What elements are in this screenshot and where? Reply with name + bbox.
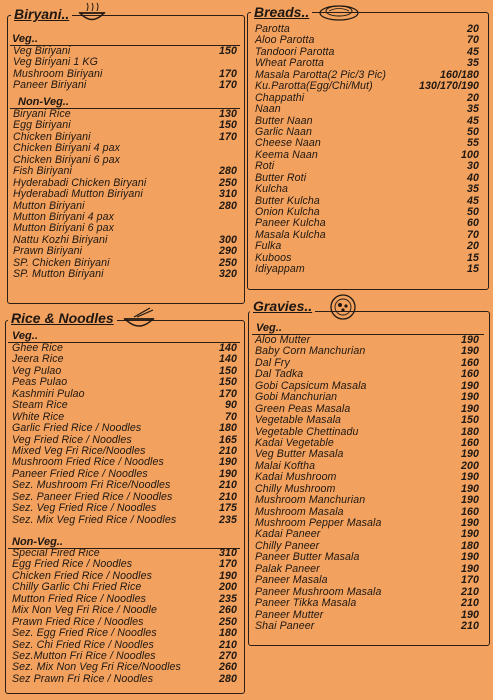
menu-item [255, 230, 479, 241]
menu-item-price: 150 [461, 414, 479, 427]
menu-item-name: Masala Kulcha [255, 228, 326, 241]
breads-title: Breads.. [251, 4, 312, 20]
menu-item-name: Chicken Biriyani 6 pax [13, 153, 121, 166]
menu-item-price: 210 [219, 444, 237, 457]
gravies-list [255, 335, 479, 632]
menu-item-name: Mushroom Fried Rice / Noodles [12, 456, 164, 469]
menu-item-name: Prawn Fried Rice / Noodles [12, 615, 144, 628]
menu-item-name: Hyderabadi Chicken Biryani [13, 176, 147, 189]
menu-item [13, 166, 237, 177]
menu-item-price: 180 [461, 425, 479, 438]
menu-item-price: 190 [219, 456, 237, 469]
menu-item-price: 90 [225, 399, 237, 412]
menu-item-price: 150 [219, 364, 237, 377]
menu-item [13, 269, 237, 280]
rice-nonveg-list [12, 548, 237, 685]
menu-item-price: 20 [467, 91, 479, 104]
gravies-title: Gravies.. [250, 298, 315, 314]
menu-item-price: 160 [461, 356, 479, 369]
menu-item-price: 170 [219, 79, 237, 92]
menu-item-name: Mushroom Masala [255, 505, 344, 518]
menu-item-name: SP. Chicken Biriyani [13, 256, 110, 269]
menu-item-name: Shai Paneer [255, 619, 315, 632]
gravy-bowl-icon [328, 294, 358, 320]
menu-item-price: 40 [467, 171, 479, 184]
menu-item-name: Kulcha [255, 183, 288, 196]
menu-item [255, 598, 479, 609]
menu-item [12, 605, 237, 616]
menu-item-name: White Rice [12, 410, 65, 423]
menu-item-price: 130 [219, 108, 237, 120]
biryani-title: Biryani.. [11, 6, 72, 22]
menu-item-price: 45 [467, 114, 479, 127]
menu-item-name: Mushroom Manchurian [255, 494, 366, 507]
menu-item-name: Garlic Naan [255, 125, 313, 138]
menu-item-name: Sez. Paneer Fried Rice / Noodles [12, 490, 173, 503]
menu-item-name: Veg Butter Masala [255, 448, 344, 461]
menu-item-price: 15 [467, 263, 479, 276]
menu-item-name: Butter Roti [255, 171, 307, 184]
menu-item-name: Chicken Biriyani 4 pax [13, 142, 121, 155]
menu-item-name: Prawn Biriyani [13, 245, 83, 258]
biryani-nonveg-label: Non-Veg.. [18, 96, 69, 108]
menu-item-name: Onion Kulcha [255, 206, 320, 218]
menu-item-name: Sez Prawn Fri Rice / Noodles [12, 672, 154, 685]
menu-item-price: 280 [219, 165, 237, 178]
menu-item-name: Dal Tadka [255, 368, 304, 381]
menu-item-price: 170 [461, 574, 479, 587]
menu-item-price: 250 [219, 256, 237, 269]
menu-item-name: Sez. Egg Fried Rice / Noodles [12, 627, 157, 640]
menu-item [12, 480, 237, 491]
menu-item [255, 184, 479, 195]
menu-item-name: Chilly Mushroom [255, 482, 336, 495]
menu-item-price: 60 [467, 217, 479, 230]
menu-item-name: Vegetable Masala [255, 414, 342, 427]
menu-item [255, 104, 479, 115]
menu-item-name: Mutton Fried Rice / Noodles [12, 592, 146, 605]
menu-item-name: Mix Non Veg Fri Rice / Noodle [12, 604, 157, 617]
menu-item [255, 472, 479, 483]
menu-item-price: 270 [219, 649, 237, 662]
menu-item-price: 160 [461, 436, 479, 449]
menu-item-name: Gobi Capsicum Masala [255, 379, 367, 392]
menu-item-price: 190 [461, 562, 479, 575]
menu-item-price: 190 [461, 608, 479, 621]
menu-item-price: 190 [219, 467, 237, 480]
menu-item-name: Peas Pulao [12, 376, 68, 389]
menu-item-price: 190 [461, 391, 479, 404]
menu-item-price: 150 [219, 119, 237, 132]
menu-item-name: Parotta [255, 23, 290, 35]
menu-item-price: 190 [461, 334, 479, 346]
menu-item [12, 503, 237, 514]
menu-item-name: Dal Fry [255, 356, 290, 369]
menu-item-price: 190 [461, 551, 479, 564]
menu-item-name: Veg Fried Rice / Noodles [12, 433, 132, 446]
menu-item-price: 20 [467, 240, 479, 253]
menu-item-name: Special Fired Rice [12, 547, 100, 559]
menu-item-price: 150 [219, 376, 237, 389]
menu-item [255, 621, 479, 632]
menu-item [255, 81, 479, 92]
gravies-veg-label: Veg.. [256, 322, 282, 334]
menu-item-name: SP. Mutton Biriyani [13, 268, 104, 281]
noodle-bowl-icon [122, 307, 156, 331]
menu-item-name: Fulka [255, 240, 282, 253]
menu-item-name: Fish Biriyani [13, 165, 72, 178]
menu-item-price: 210 [219, 638, 237, 651]
menu-item-name: Malai Koftha [255, 459, 316, 472]
menu-item-name: Nattu Kozhi Biriyani [13, 233, 108, 246]
menu-item-name: Chilly Garlic Chi Fried Rice [12, 581, 142, 594]
menu-item-price: 210 [461, 597, 479, 610]
menu-item [255, 264, 479, 275]
menu-item-price: 235 [219, 592, 237, 605]
menu-item-price: 280 [219, 672, 237, 685]
menu-item-name: Sez. Veg Fried Rice / Noodles [12, 502, 157, 515]
menu-item [12, 423, 237, 434]
menu-item-price: 50 [467, 125, 479, 138]
menu-item [255, 173, 479, 184]
menu-item [12, 628, 237, 639]
menu-item-name: Tandoori Parotta [255, 45, 335, 58]
menu-item [255, 495, 479, 506]
menu-item-price: 70 [225, 410, 237, 423]
biryani-bowl-icon [77, 2, 107, 24]
menu-item-price: 160 [461, 368, 479, 381]
menu-item-price: 310 [219, 188, 237, 201]
menu-item-name: Sez. Mix Non Veg Fri Rice/Noodles [12, 661, 181, 674]
menu-item-price: 170 [219, 130, 237, 143]
menu-item-price: 260 [219, 661, 237, 674]
menu-item-price: 190 [461, 448, 479, 461]
menu-item-price: 70 [467, 228, 479, 241]
menu-item-price: 190 [461, 402, 479, 415]
menu-item-price: 190 [461, 482, 479, 495]
breads-list [255, 24, 479, 276]
menu-item [12, 674, 237, 685]
menu-item-price: 30 [467, 160, 479, 173]
menu-item-price: 35 [467, 103, 479, 116]
menu-item-name: Wheat Parotta [255, 57, 325, 70]
menu-item-name: Kadai Mushroom [255, 471, 337, 484]
menu-item-name: Green Peas Masala [255, 402, 351, 415]
menu-item [12, 515, 237, 526]
menu-item [255, 150, 479, 161]
menu-item-name: Aloo Parotta [255, 34, 315, 47]
menu-item-price: 170 [219, 558, 237, 571]
menu-item [255, 392, 479, 403]
bread-plate-icon [318, 0, 360, 22]
menu-item-price: 170 [219, 67, 237, 80]
menu-item-price: 180 [219, 422, 237, 435]
menu-item-name: Egg Biriyani [13, 119, 71, 132]
menu-item-price: 260 [219, 604, 237, 617]
menu-item-name: Kuboos [255, 251, 292, 264]
menu-item-name: Chilly Paneer [255, 539, 320, 552]
menu-item-name: Baby Corn Manchurian [255, 345, 366, 358]
menu-item-price: 190 [461, 379, 479, 392]
menu-item-name: Ku.Parotta(Egg/Chi/Mut) [255, 80, 373, 93]
menu-item-name: Jeera Rice [12, 353, 64, 366]
menu-item-price: 35 [467, 57, 479, 70]
menu-item-name: Paneer Biriyani [13, 79, 87, 92]
rice-veg-label: Veg.. [12, 330, 38, 342]
menu-item [255, 415, 479, 426]
menu-item-name: Mutton Biriyani 6 pax [13, 222, 115, 235]
menu-item-price: 210 [219, 490, 237, 503]
menu-item-price: 290 [219, 245, 237, 258]
menu-item-name: Paneer Kulcha [255, 217, 326, 230]
menu-item-name: Palak Paneer [255, 562, 320, 575]
menu-item-price: 300 [219, 233, 237, 246]
menu-item-price: 130/170/190 [418, 80, 479, 93]
menu-item-name: Paneer Masala [255, 574, 328, 587]
menu-item-name: Kadai Paneer [255, 528, 321, 541]
menu-item-price: 180 [461, 539, 479, 552]
menu-item-price: 200 [219, 581, 237, 594]
menu-item [255, 575, 479, 586]
menu-item-price: 50 [467, 206, 479, 218]
menu-item-price: 140 [219, 342, 237, 354]
menu-item-price: 190 [219, 569, 237, 582]
menu-item-name: Mushroom Pepper Masala [255, 517, 382, 529]
menu-item-name: Mushroom Biriyani [13, 67, 103, 80]
menu-item-price: 45 [467, 45, 479, 58]
menu-item-price: 190 [461, 345, 479, 358]
menu-item-price: 250 [219, 615, 237, 628]
menu-item [255, 161, 479, 172]
menu-item-name: Biryani Rice [13, 108, 71, 120]
menu-item-name: Butter Naan [255, 114, 313, 127]
menu-item-name: Butter Kulcha [255, 194, 320, 207]
menu-item-price: 190 [461, 517, 479, 529]
menu-item-price: 310 [219, 547, 237, 559]
menu-item-price: 160 [461, 505, 479, 518]
menu-item-name: Sez. Mix Veg Fried Rice / Noodles [12, 513, 177, 526]
menu-item-name: Kashmiri Pulao [12, 387, 85, 400]
menu-item-name: Egg Fried Rice / Noodles [12, 558, 133, 571]
menu-item-price: 15 [467, 251, 479, 264]
menu-item-price: 175 [219, 502, 237, 515]
menu-item-name: Paneer Tikka Masala [255, 597, 357, 610]
menu-item-name: Sez. Mushroom Fri Rice/Noodles [12, 479, 171, 492]
menu-item-price: 170 [219, 387, 237, 400]
menu-item-name: Veg Pulao [12, 364, 62, 377]
menu-item-name: Kadai Vegetable [255, 436, 334, 449]
menu-item-name: Cheese Naan [255, 137, 321, 150]
menu-item-name: Naan [255, 103, 281, 116]
menu-item-name: Hyderabadi Mutton Biriyani [13, 188, 143, 201]
biryani-nonveg-list [13, 109, 237, 281]
menu-item-name: Chicken Biriyani [13, 130, 91, 143]
menu-item-name: Mutton Biriyani 4 pax [13, 210, 115, 223]
menu-item [13, 246, 237, 257]
menu-item-price: 150 [219, 45, 237, 57]
menu-item-price: 190 [461, 494, 479, 507]
menu-item-name: Paneer Fried Rice / Noodles [12, 467, 148, 480]
menu-item-name: Paneer Mushroom Masala [255, 585, 382, 598]
menu-item-name: Sez.Mutton Fri Rice / Noodles [12, 649, 156, 662]
menu-item-price: 280 [219, 199, 237, 212]
menu-item-price: 190 [461, 528, 479, 541]
menu-item-name: Chappathi [255, 91, 305, 104]
menu-item-price: 45 [467, 194, 479, 207]
menu-item [255, 93, 479, 104]
rice-noodles-title: Rice & Noodles [8, 310, 117, 326]
menu-item-name: Veg Biriyani [13, 45, 71, 57]
menu-item-name: Mutton Biriyani [13, 199, 85, 212]
menu-item [12, 400, 237, 411]
menu-item-price: 140 [219, 353, 237, 366]
menu-item-price: 250 [219, 176, 237, 189]
menu-item [13, 80, 237, 91]
menu-item-name: Ghee Rice [12, 342, 63, 354]
menu-item-price: 320 [219, 268, 237, 281]
rice-nonveg-label: Non-Veg.. [12, 536, 63, 548]
menu-item-name: Chicken Fried Rice / Noodles [12, 569, 152, 582]
menu-item-name: Paneer Butter Masala [255, 551, 360, 564]
menu-item-name: Roti [255, 160, 275, 173]
menu-item-price: 180 [219, 627, 237, 640]
menu-item-price: 200 [461, 459, 479, 472]
menu-item-price: 55 [467, 137, 479, 150]
rice-veg-list [12, 343, 237, 526]
menu-item-name: Garlic Fried Rice / Noodles [12, 422, 142, 435]
biryani-veg-list [13, 46, 237, 92]
menu-item-price: 210 [461, 585, 479, 598]
menu-item-price: 210 [461, 619, 479, 632]
menu-item-price: 190 [461, 471, 479, 484]
menu-item-name: Paneer Mutter [255, 608, 324, 621]
biryani-veg-label: Veg.. [12, 33, 38, 45]
menu-item-price: 70 [467, 34, 479, 47]
menu-item-price: 210 [219, 479, 237, 492]
menu-item [13, 189, 237, 200]
menu-item-price: 35 [467, 183, 479, 196]
menu-item-name: Gobi Manchurian [255, 391, 338, 404]
menu-item-name: Mixed Veg Fri Rice/Noodles [12, 444, 146, 457]
menu-item-name: Aloo Mutter [255, 334, 311, 346]
menu-item-price: 165 [219, 433, 237, 446]
menu-item-name: Vegetable Chettinadu [255, 425, 359, 438]
menu-item-price: 100 [461, 148, 479, 161]
menu-item-name: Sez. Chi Fried Rice / Noodles [12, 638, 154, 651]
menu-item-name: Veg Biriyani 1 KG [13, 56, 98, 69]
menu-item-name: Keema Naan [255, 148, 318, 161]
menu-item-price: 160/180 [440, 68, 479, 81]
menu-item-price: 20 [467, 23, 479, 35]
menu-item-price: 235 [219, 513, 237, 526]
menu-item-name: Steam Rice [12, 399, 68, 412]
menu-item-name: Masala Parotta(2 Pic/3 Pic) [255, 68, 387, 81]
menu-item-name: Idiyappam [255, 263, 305, 276]
